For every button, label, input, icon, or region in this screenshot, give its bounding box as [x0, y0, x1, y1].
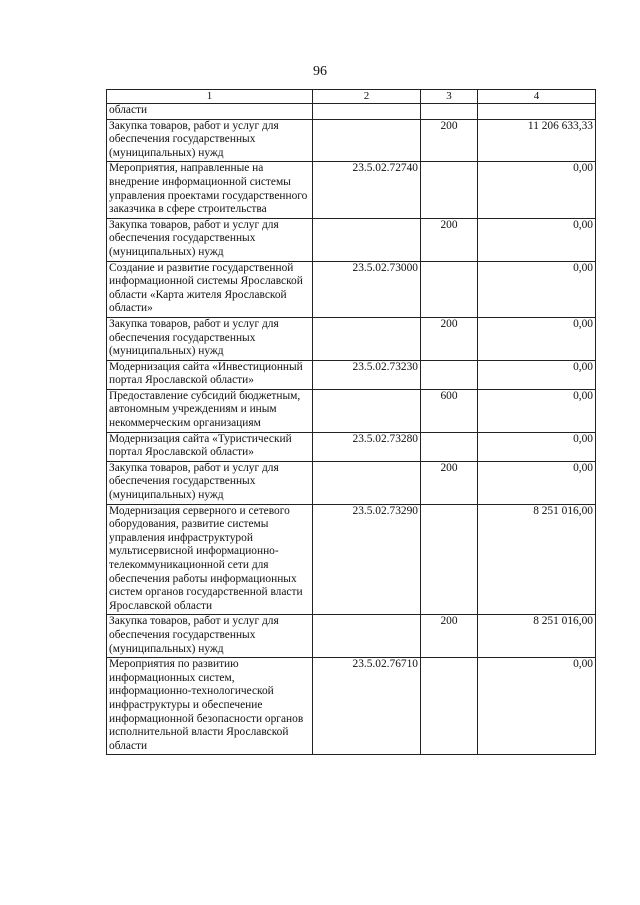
row-name-cell: Мероприятия, направленные на внедрение информационной системы управления проектами государственного заказчика в сфере строительства — [107, 162, 313, 218]
header-row — [107, 90, 596, 104]
row-name-cell: Мероприятия по развитию информационных систем, информационно-технологической инфраструктуры и обеспечение информационной безопасности органов исполнительной власти Ярославской области — [107, 658, 313, 755]
row-name-cell: области — [107, 104, 313, 120]
table-row — [107, 389, 596, 432]
table-row — [107, 261, 596, 317]
row-code-cell — [313, 461, 421, 504]
row-name-cell: Закупка товаров, работ и услуг для обеспечения государственных (муниципальных) нужд — [107, 461, 313, 504]
row-amount-cell — [478, 104, 596, 120]
table-row — [107, 218, 596, 261]
header-col-4: 4 — [478, 90, 596, 104]
table-header — [107, 90, 596, 104]
header-col-2: 2 — [313, 90, 421, 104]
row-name-cell: Закупка товаров, работ и услуг для обеспечения государственных (муниципальных) нужд — [107, 317, 313, 360]
table-row — [107, 119, 596, 162]
row-name-cell: Создание и развитие государственной информационной системы Ярославской области «Карта жителя Ярославской области» — [107, 261, 313, 317]
row-kind-cell: 200 — [421, 461, 478, 504]
row-kind-cell: 200 — [421, 119, 478, 162]
row-amount-cell: 11 206 633,33 — [478, 119, 596, 162]
row-kind-cell — [421, 261, 478, 317]
table-body — [107, 104, 596, 755]
row-kind-cell: 200 — [421, 218, 478, 261]
table-row — [107, 504, 596, 615]
row-code-cell: 23.5.02.73230 — [313, 360, 421, 389]
row-amount-cell: 8 251 016,00 — [478, 504, 596, 615]
table-row — [107, 658, 596, 755]
row-kind-cell — [421, 658, 478, 755]
row-name-cell: Модернизация сайта «Туристический портал Ярославской области» — [107, 432, 313, 461]
row-kind-cell — [421, 104, 478, 120]
row-kind-cell — [421, 504, 478, 615]
row-kind-cell: 200 — [421, 317, 478, 360]
row-code-cell — [313, 119, 421, 162]
page-number: 96 — [313, 64, 327, 79]
row-code-cell: 23.5.02.72740 — [313, 162, 421, 218]
header-col-1: 1 — [107, 90, 313, 104]
row-kind-cell: 600 — [421, 389, 478, 432]
row-amount-cell: 0,00 — [478, 432, 596, 461]
table-row — [107, 162, 596, 218]
row-name-cell: Предоставление субсидий бюджетным, автономным учреждениям и иным некоммерческим организациям — [107, 389, 313, 432]
row-kind-cell — [421, 360, 478, 389]
row-amount-cell: 0,00 — [478, 389, 596, 432]
table-row — [107, 317, 596, 360]
row-name-cell: Закупка товаров, работ и услуг для обеспечения государственных (муниципальных) нужд — [107, 218, 313, 261]
row-name-cell: Модернизация серверного и сетевого оборудования, развитие системы управления инфраструктурой мультисервисной информационно-телекоммуникационной сети для обеспечения работы информационных систем органов государственной власти Ярославской области — [107, 504, 313, 615]
row-kind-cell — [421, 162, 478, 218]
budget-table — [106, 89, 596, 755]
table-row — [107, 360, 596, 389]
row-code-cell — [313, 104, 421, 120]
row-name-cell: Закупка товаров, работ и услуг для обеспечения государственных (муниципальных) нужд — [107, 119, 313, 162]
row-amount-cell: 0,00 — [478, 360, 596, 389]
row-code-cell: 23.5.02.76710 — [313, 658, 421, 755]
table-row — [107, 461, 596, 504]
row-amount-cell: 0,00 — [478, 261, 596, 317]
row-code-cell: 23.5.02.73280 — [313, 432, 421, 461]
row-code-cell — [313, 615, 421, 658]
row-name-cell: Модернизация сайта «Инвестиционный портал Ярославской области» — [107, 360, 313, 389]
row-amount-cell: 0,00 — [478, 658, 596, 755]
table-row — [107, 432, 596, 461]
row-amount-cell: 0,00 — [478, 162, 596, 218]
row-code-cell — [313, 218, 421, 261]
row-kind-cell: 200 — [421, 615, 478, 658]
header-col-3: 3 — [421, 90, 478, 104]
row-amount-cell: 0,00 — [478, 317, 596, 360]
row-code-cell — [313, 389, 421, 432]
row-code-cell — [313, 317, 421, 360]
table-row — [107, 104, 596, 120]
row-amount-cell: 8 251 016,00 — [478, 615, 596, 658]
row-amount-cell: 0,00 — [478, 461, 596, 504]
row-name-cell: Закупка товаров, работ и услуг для обеспечения государственных (муниципальных) нужд — [107, 615, 313, 658]
row-kind-cell — [421, 432, 478, 461]
row-amount-cell: 0,00 — [478, 218, 596, 261]
table-row — [107, 615, 596, 658]
row-code-cell: 23.5.02.73000 — [313, 261, 421, 317]
row-code-cell: 23.5.02.73290 — [313, 504, 421, 615]
